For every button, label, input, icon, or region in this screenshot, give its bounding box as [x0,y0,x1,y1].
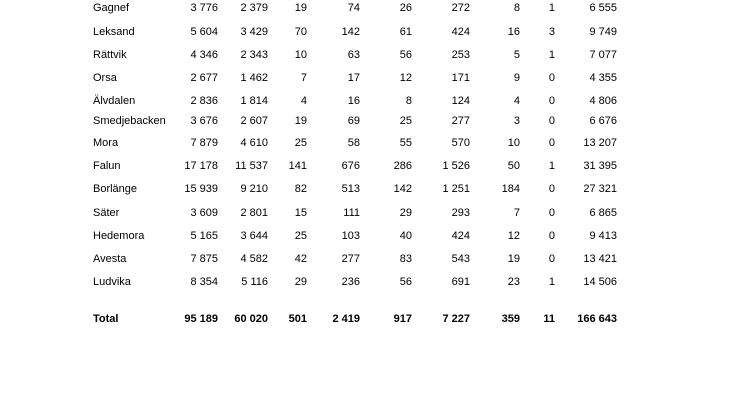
row-total-cell: 13 421 [583,253,617,265]
cell: 142 [341,26,360,38]
cell: 2 607 [240,115,268,127]
table-row [0,114,746,128]
total-cell: 11 [543,313,555,325]
cell: 4 582 [240,253,268,265]
cell: 25 [294,230,307,242]
row-total-cell: 6 865 [589,207,617,219]
cell: 0 [548,137,555,149]
cell: 25 [399,115,412,127]
cell: 0 [548,183,555,195]
cell: 293 [451,207,470,219]
municipality-name: Säter [93,207,120,219]
cell: 0 [548,253,555,265]
cell: 141 [288,160,307,172]
row-total-cell: 7 077 [589,49,617,61]
cell: 19 [507,253,520,265]
cell: 83 [399,253,412,265]
total-cell: 501 [288,313,307,325]
cell: 29 [294,276,307,288]
cell: 3 609 [190,207,218,219]
cell: 1 [548,276,555,288]
table-row [0,275,746,289]
total-cell: 7 227 [442,313,470,325]
cell: 29 [399,207,412,219]
municipality-name: Smedjebacken [93,115,166,127]
table-row [0,252,746,266]
cell: 0 [548,72,555,84]
municipality-name: Hedemora [93,230,145,242]
row-total-cell: 4 355 [589,72,617,84]
cell: 2 836 [190,95,218,107]
cell: 0 [548,115,555,127]
table-row [0,206,746,220]
cell: 0 [548,230,555,242]
cell: 25 [294,137,307,149]
cell: 1 [548,49,555,61]
municipality-name: Älvdalen [93,95,136,107]
cell: 3 [548,26,555,38]
cell: 7 875 [190,253,218,265]
municipality-name: Borlänge [93,183,138,195]
cell: 19 [294,2,307,14]
cell: 1 462 [240,72,268,84]
cell: 23 [507,276,520,288]
total-cell: 917 [393,313,412,325]
cell: 61 [399,26,412,38]
total-cell: 359 [501,313,520,325]
cell: 543 [451,253,470,265]
cell: 9 210 [240,183,268,195]
row-total-cell: 9 749 [589,26,617,38]
table-row [0,71,746,85]
cell: 2 801 [240,207,268,219]
cell: 4 [300,95,307,107]
cell: 0 [548,95,555,107]
cell: 10 [507,137,520,149]
cell: 253 [451,49,470,61]
row-total-cell: 14 506 [583,276,617,288]
cell: 15 [294,207,307,219]
cell: 26 [399,2,412,14]
municipality-name: Mora [93,137,119,149]
cell: 3 429 [240,26,268,38]
row-total-cell: 6 555 [589,2,617,14]
cell: 236 [341,276,360,288]
cell: 1 251 [442,183,470,195]
row-total-cell: 31 395 [583,160,617,172]
cell: 0 [548,207,555,219]
cell: 272 [451,2,470,14]
cell: 16 [347,95,360,107]
cell: 277 [451,115,470,127]
municipality-name: Falun [93,160,121,172]
grand-total-cell: 166 643 [577,313,617,325]
table-row [0,136,746,150]
municipality-name: Leksand [93,26,135,38]
municipality-name: Avesta [93,253,127,265]
cell: 4 346 [190,49,218,61]
cell: 50 [507,160,520,172]
cell: 8 [405,95,412,107]
table-row [0,25,746,39]
cell: 286 [393,160,412,172]
cell: 42 [294,253,307,265]
cell: 2 379 [240,2,268,14]
table-row [0,229,746,243]
row-total-cell: 6 676 [589,115,617,127]
cell: 676 [341,160,360,172]
cell: 4 [513,95,520,107]
cell: 1 526 [442,160,470,172]
cell: 5 116 [241,276,268,288]
cell: 8 [513,2,520,14]
municipality-name: Gagnef [93,2,130,14]
cell: 5 604 [190,26,218,38]
cell: 8 354 [190,276,218,288]
cell: 12 [507,230,520,242]
cell: 7 [300,72,307,84]
cell: 1 814 [240,95,268,107]
cell: 17 [347,72,360,84]
cell: 7 [513,207,520,219]
row-total-cell: 9 413 [589,230,617,242]
municipality-name: Ludvika [93,276,131,288]
cell: 424 [451,26,470,38]
row-total-cell: 13 207 [583,137,617,149]
cell: 3 [513,115,520,127]
total-label: Total [93,313,119,325]
cell: 9 [513,72,520,84]
table-row [0,159,746,173]
cell: 424 [451,230,470,242]
table-row [0,94,746,108]
cell: 17 178 [184,160,218,172]
cell: 3 644 [240,230,268,242]
cell: 142 [393,183,412,195]
cell: 5 [513,49,520,61]
cell: 56 [399,276,412,288]
row-total-cell: 4 806 [589,95,617,107]
cell: 12 [399,72,412,84]
cell: 570 [451,137,470,149]
municipality-name: Rättvik [93,49,127,61]
cell: 171 [451,72,470,84]
cell: 58 [347,137,360,149]
table-row [0,182,746,196]
cell: 1 [548,160,555,172]
cell: 74 [347,2,360,14]
cell: 1 [548,2,555,14]
cell: 513 [341,183,360,195]
cell: 70 [294,26,307,38]
cell: 63 [347,49,360,61]
cell: 3 676 [190,115,218,127]
cell: 3 776 [190,2,218,14]
cell: 56 [399,49,412,61]
cell: 11 537 [235,160,268,172]
row-total-cell: 27 321 [583,183,617,195]
cell: 69 [347,115,360,127]
cell: 55 [399,137,412,149]
cell: 5 165 [190,230,218,242]
cell: 124 [451,95,470,107]
table-row [0,48,746,62]
cell: 2 677 [190,72,218,84]
total-cell: 95 189 [184,313,218,325]
cell: 184 [501,183,520,195]
table-row [0,1,746,15]
total-cell: 60 020 [234,313,268,325]
cell: 82 [294,183,307,195]
cell: 111 [343,207,360,219]
cell: 15 939 [184,183,218,195]
cell: 277 [341,253,360,265]
cell: 4 610 [240,137,268,149]
cell: 40 [399,230,412,242]
cell: 19 [294,115,307,127]
total-row [0,312,746,326]
municipality-name: Orsa [93,72,117,84]
cell: 2 343 [240,49,268,61]
cell: 103 [341,230,360,242]
cell: 10 [294,49,307,61]
cell: 691 [451,276,470,288]
total-cell: 2 419 [332,313,360,325]
cell: 16 [507,26,520,38]
cell: 7 879 [190,137,218,149]
